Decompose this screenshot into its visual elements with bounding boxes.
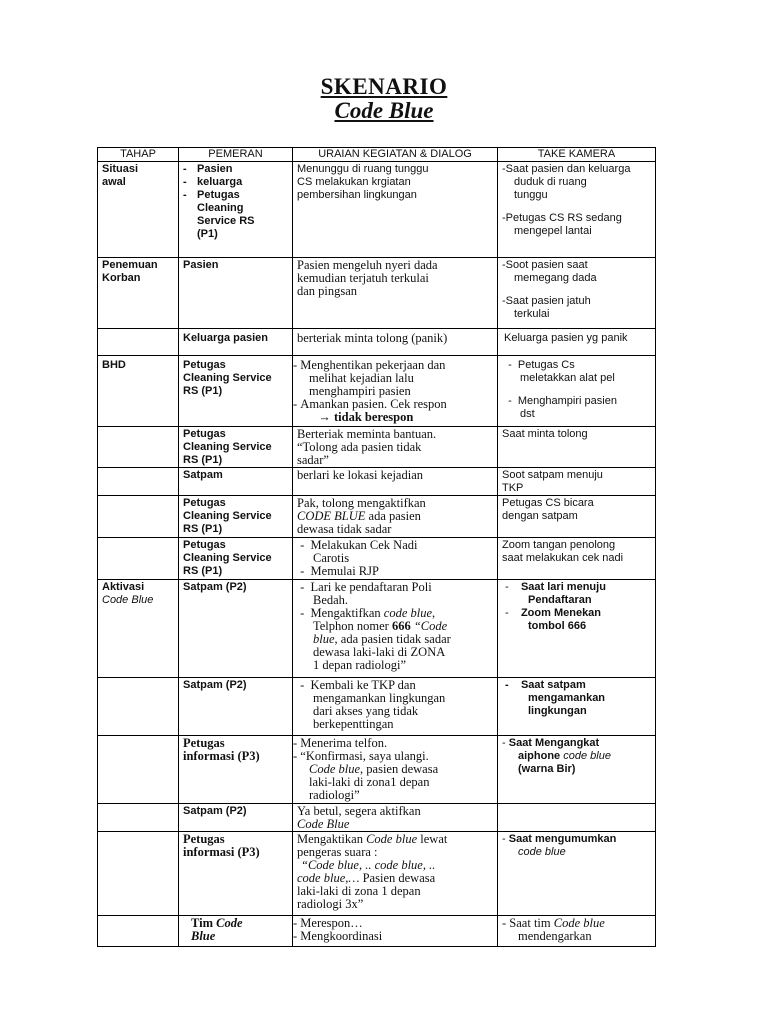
cell-text: - Saat tim Code blue bbox=[502, 916, 605, 930]
cell-text: “Tolong ada pasien tidak bbox=[297, 440, 422, 454]
kamera-cell bbox=[498, 580, 656, 678]
cell-text: Petugas bbox=[183, 428, 226, 440]
cell-text: (P1) bbox=[197, 228, 218, 240]
tahap-cell bbox=[98, 736, 179, 804]
cell-text: keluarga bbox=[197, 176, 243, 188]
tahap-cell bbox=[98, 329, 179, 356]
cell-text: - Amankan pasien. Cek respon bbox=[293, 397, 447, 411]
cell-text: → tidak berespon bbox=[309, 410, 414, 424]
kamera-cell bbox=[498, 468, 656, 496]
kamera-cell bbox=[498, 356, 656, 427]
page-subtitle: Code Blue bbox=[334, 98, 434, 123]
pemeran-cell bbox=[179, 356, 293, 427]
list-item: - Pasien bbox=[183, 163, 288, 176]
cell-text: - Kembali ke TKP dan bbox=[297, 678, 416, 692]
table-row bbox=[98, 804, 656, 832]
cell-text: (warna Bir) bbox=[518, 763, 576, 775]
pemeran-cell bbox=[179, 804, 293, 832]
cell-text: laki-laki di zona1 depan bbox=[309, 775, 430, 789]
cell-text: dewasa tidak sadar bbox=[297, 522, 392, 536]
cell-text: laki-laki di zona 1 depan bbox=[297, 884, 421, 898]
cell-text: Satpam (P2) bbox=[183, 679, 247, 691]
cell-text: code blue bbox=[518, 846, 566, 858]
cell-text: Cleaning Service bbox=[183, 552, 272, 564]
uraian-cell bbox=[293, 804, 498, 832]
cell-text: Carotis bbox=[313, 551, 350, 565]
uraian-cell bbox=[293, 427, 498, 468]
cell-text: - Petugas Cs bbox=[502, 359, 575, 371]
cell-text: Petugas bbox=[183, 736, 225, 750]
list-item bbox=[183, 215, 288, 228]
pemeran-cell bbox=[179, 329, 293, 356]
uraian-cell bbox=[293, 832, 498, 916]
pemeran-cell bbox=[179, 258, 293, 329]
cell-text: Petugas CS bicara bbox=[502, 497, 594, 509]
cell-text: Blue bbox=[191, 929, 216, 943]
cell-text: Soot satpam menuju bbox=[502, 469, 603, 481]
cell-text: informasi (P3) bbox=[183, 749, 260, 763]
header-pemeran: PEMERAN bbox=[179, 148, 293, 162]
kamera-cell bbox=[498, 496, 656, 538]
cell-text: Pendaftaran bbox=[528, 594, 592, 606]
cell-text: dengan satpam bbox=[502, 510, 578, 522]
cell-text: - “Konfirmasi, saya ulangi. bbox=[293, 749, 429, 763]
tahap-cell bbox=[98, 258, 179, 329]
cell-text: RS (P1) bbox=[183, 454, 223, 466]
pemeran-cell bbox=[179, 916, 293, 947]
cell-text: tunggu bbox=[514, 189, 548, 201]
kamera-cell bbox=[498, 832, 656, 916]
table-row bbox=[98, 678, 656, 736]
cell-text: Aktivasi bbox=[102, 581, 145, 593]
cell-text: Petugas bbox=[183, 497, 226, 509]
cell-text: Petugas bbox=[183, 832, 225, 846]
cell-text: CS melakukan krgiatan bbox=[297, 176, 411, 188]
header-take-kamera: TAKE KAMERA bbox=[498, 148, 656, 162]
cell-text: Cleaning Service bbox=[183, 441, 272, 453]
list-item bbox=[183, 202, 288, 215]
kamera-cell bbox=[498, 162, 656, 258]
cell-text: blue, ada pasien tidak sadar bbox=[313, 632, 451, 646]
tahap-cell bbox=[98, 496, 179, 538]
cell-text: - Mengaktifkan code blue, bbox=[297, 606, 436, 620]
cell-text: mengamankan bbox=[528, 692, 606, 704]
list-item bbox=[183, 228, 288, 241]
cell-text: dst bbox=[520, 408, 535, 420]
pemeran-cell bbox=[179, 538, 293, 580]
cell-text: Penemuan bbox=[102, 259, 158, 271]
kamera-cell bbox=[498, 538, 656, 580]
cell-text: CODE BLUE ada pasien bbox=[297, 509, 421, 523]
cell-text: - Melakukan Cek Nadi bbox=[297, 538, 418, 552]
uraian-cell bbox=[293, 162, 498, 258]
table-row bbox=[98, 468, 656, 496]
kamera-cell bbox=[498, 329, 656, 356]
cell-text: Pasien bbox=[183, 259, 219, 271]
header-uraian: URAIAN KEGIATAN & DIALOG bbox=[293, 148, 498, 162]
cell-text: code blue,… Pasien dewasa bbox=[297, 871, 436, 885]
cell-text: Petugas bbox=[183, 359, 226, 371]
cell-text: 1 depan radiologi” bbox=[313, 658, 407, 672]
kamera-cell bbox=[498, 916, 656, 947]
cell-text: awal bbox=[102, 176, 126, 188]
cell-text: meletakkan alat pel bbox=[520, 372, 615, 384]
pemeran-cell bbox=[179, 468, 293, 496]
tahap-cell bbox=[98, 832, 179, 916]
cell-text: Code blue, pasien dewasa bbox=[309, 762, 439, 776]
cell-text: Pasien mengeluh nyeri dada bbox=[297, 258, 438, 272]
cell-text: Service RS bbox=[197, 215, 255, 227]
pemeran-cell bbox=[179, 580, 293, 678]
cell-text: berlari ke lokasi kejadian bbox=[297, 468, 423, 482]
uraian-cell bbox=[293, 468, 498, 496]
table-row bbox=[98, 356, 656, 427]
page-title: SKENARIO bbox=[320, 74, 448, 99]
cell-text: radiologi 3x” bbox=[297, 897, 364, 911]
cell-text: menghampiri pasien bbox=[309, 384, 411, 398]
tahap-cell bbox=[98, 678, 179, 736]
cell-text: Code Blue bbox=[102, 594, 154, 606]
cell-text: Petugas bbox=[183, 539, 226, 551]
cell-text: Petugas bbox=[197, 189, 240, 201]
tahap-cell bbox=[98, 427, 179, 468]
tahap-cell bbox=[98, 804, 179, 832]
table-row bbox=[98, 580, 656, 678]
cell-text: dari akses yang tidak bbox=[313, 704, 419, 718]
cell-text: Keluarga pasien bbox=[183, 332, 268, 344]
tahap-cell bbox=[98, 580, 179, 678]
table-row bbox=[98, 736, 656, 804]
cell-text: Pasien bbox=[197, 163, 233, 175]
pemeran-cell bbox=[179, 162, 293, 258]
table-row bbox=[98, 496, 656, 538]
cell-text: -Soot pasien saat bbox=[502, 259, 588, 271]
cell-text: Satpam (P2) bbox=[183, 581, 247, 593]
cell-text: Berteriak meminta bantuan. bbox=[297, 427, 437, 441]
cell-text: Situasi bbox=[102, 163, 139, 175]
cell-text: Zoom tangan penolong bbox=[502, 539, 616, 551]
cell-text: pengeras suara : bbox=[297, 845, 378, 859]
table-row bbox=[98, 162, 656, 258]
uraian-cell bbox=[293, 916, 498, 947]
table-row bbox=[98, 329, 656, 356]
tahap-cell bbox=[98, 356, 179, 427]
kamera-cell bbox=[498, 258, 656, 329]
table-row bbox=[98, 538, 656, 580]
kamera-cell bbox=[498, 427, 656, 468]
cell-text: TKP bbox=[502, 482, 524, 494]
cell-text: berkepenttingan bbox=[313, 717, 394, 731]
cell-text: Ya betul, segera aktifkan bbox=[297, 804, 421, 818]
cell-text: RS (P1) bbox=[183, 385, 223, 397]
uraian-cell bbox=[293, 678, 498, 736]
uraian-cell bbox=[293, 580, 498, 678]
cell-text: - Saat satpam bbox=[502, 679, 586, 691]
cell-text: aiphone code blue bbox=[518, 750, 611, 762]
pemeran-cell bbox=[179, 736, 293, 804]
cell-text: sadar” bbox=[297, 453, 329, 467]
cell-text: kemudian terjatuh terkulai bbox=[297, 271, 429, 285]
uraian-cell bbox=[293, 329, 498, 356]
cell-text: informasi (P3) bbox=[183, 845, 260, 859]
kamera-cell bbox=[498, 736, 656, 804]
cell-text: Keluarga pasien yg panik bbox=[504, 332, 628, 344]
pemeran-cell bbox=[179, 832, 293, 916]
tahap-cell bbox=[98, 162, 179, 258]
cell-text: RS (P1) bbox=[183, 523, 223, 535]
tahap-cell bbox=[98, 468, 179, 496]
cell-text: Cleaning Service bbox=[183, 372, 272, 384]
scenario-table bbox=[97, 147, 656, 947]
cell-text: Saat minta tolong bbox=[502, 428, 588, 440]
uraian-cell bbox=[293, 258, 498, 329]
cell-text: Telphon nomer 666 “Code bbox=[313, 619, 448, 633]
cell-text: duduk di ruang bbox=[514, 176, 587, 188]
cell-text: - Menghampiri pasien bbox=[502, 395, 617, 407]
cell-text: Menunggu di ruang tunggu bbox=[297, 163, 429, 175]
cell-text: mengamankan lingkungan bbox=[313, 691, 446, 705]
cell-text: melihat kejadian lalu bbox=[309, 371, 414, 385]
cell-text: dewasa laki-laki di ZONA bbox=[313, 645, 446, 659]
cell-text: radiologi” bbox=[309, 788, 360, 802]
table-row bbox=[98, 916, 656, 947]
cell-text: - Lari ke pendaftaran Poli bbox=[297, 580, 432, 594]
cell-text: Mengaktikan Code blue lewat bbox=[297, 832, 448, 846]
cell-text: Code Blue bbox=[297, 817, 350, 831]
cell-text: Satpam bbox=[183, 469, 223, 481]
cell-text: - Memulai RJP bbox=[297, 564, 379, 578]
arrow-right-icon: → bbox=[309, 410, 331, 424]
pemeran-cell bbox=[179, 427, 293, 468]
cell-text: - Merespon… bbox=[293, 916, 363, 930]
kamera-cell bbox=[498, 804, 656, 832]
cell-text: dan pingsan bbox=[297, 284, 358, 298]
list-item: - keluarga bbox=[183, 176, 288, 189]
cell-text: Tim Code bbox=[191, 916, 243, 930]
cell-text: Cleaning Service bbox=[183, 510, 272, 522]
cell-text: Pak, tolong mengaktifkan bbox=[297, 496, 426, 510]
cell-text: RS (P1) bbox=[183, 565, 223, 577]
cell-text: terkulai bbox=[514, 308, 550, 320]
tahap-cell bbox=[98, 916, 179, 947]
cell-text: Cleaning bbox=[197, 202, 244, 214]
cell-text: - Menghentikan pekerjaan dan bbox=[293, 358, 446, 372]
cell-text: memegang dada bbox=[514, 272, 597, 284]
uraian-cell bbox=[293, 496, 498, 538]
uraian-cell bbox=[293, 356, 498, 427]
cell-text: BHD bbox=[102, 359, 126, 371]
cell-text: Korban bbox=[102, 272, 141, 284]
header-tahap: TAHAP bbox=[98, 148, 179, 162]
cell-text: - Zoom Menekan bbox=[502, 607, 602, 619]
cell-text: mengepel lantai bbox=[514, 225, 592, 237]
cell-text: “Code blue, .. code blue, .. bbox=[301, 858, 436, 872]
table-row bbox=[98, 258, 656, 329]
cell-text: Satpam (P2) bbox=[183, 805, 247, 817]
cell-text: saat melakukan cek nadi bbox=[502, 552, 624, 564]
kamera-cell bbox=[498, 678, 656, 736]
cell-text: Bedah. bbox=[313, 593, 349, 607]
uraian-cell bbox=[293, 538, 498, 580]
cell-text: - Saat lari menuju bbox=[502, 581, 606, 593]
table-row bbox=[98, 832, 656, 916]
uraian-cell bbox=[293, 736, 498, 804]
cell-text: lingkungan bbox=[528, 705, 587, 717]
cell-text: - Menerima telfon. bbox=[293, 736, 388, 750]
pemeran-cell bbox=[179, 678, 293, 736]
cell-text: - Saat Mengangkat bbox=[502, 737, 600, 749]
list-item: - Petugas bbox=[183, 189, 288, 202]
tahap-cell bbox=[98, 538, 179, 580]
cell-text: -Saat pasien jatuh bbox=[502, 295, 591, 307]
cell-text: - Mengkoordinasi bbox=[293, 929, 383, 943]
cell-text: tombol 666 bbox=[528, 620, 587, 632]
cell-text: - Saat mengumumkan bbox=[502, 833, 617, 845]
pemeran-cell bbox=[179, 496, 293, 538]
cell-text: -Petugas CS RS sedang bbox=[502, 212, 622, 224]
cell-text: pembersihan lingkungan bbox=[297, 189, 417, 201]
cell-text: berteriak minta tolong (panik) bbox=[297, 331, 448, 345]
cell-text: -Saat pasien dan keluarga bbox=[502, 163, 631, 175]
table-header-row bbox=[98, 148, 656, 162]
table-row bbox=[98, 427, 656, 468]
cell-text: mendengarkan bbox=[518, 929, 592, 943]
